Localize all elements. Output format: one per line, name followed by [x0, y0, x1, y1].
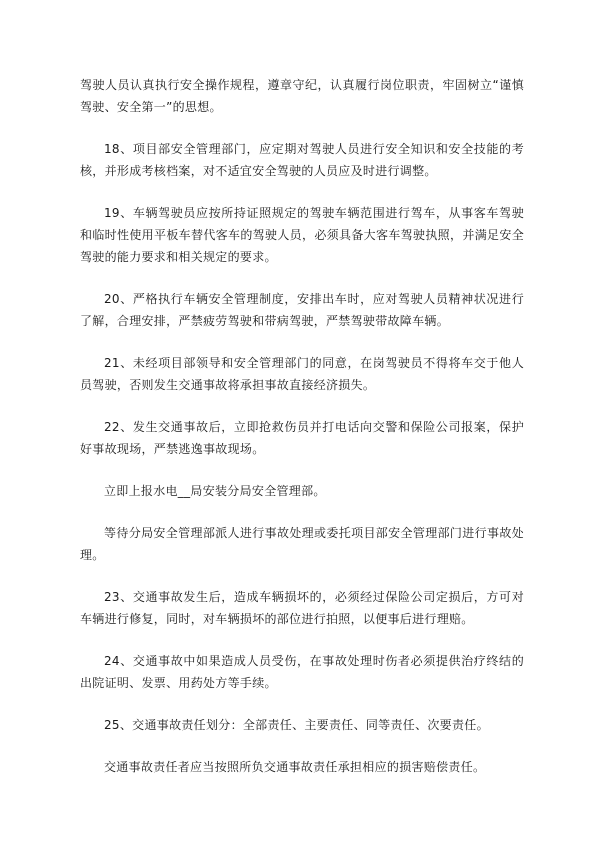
paragraph-item-20: 20、严格执行车辆安全管理制度，安排出车时，应对驾驶人员精神状况进行了解，合理安排，严禁疲劳驾驶和带病驾驶，严禁驾驶带故障车辆。 [80, 292, 524, 328]
paragraph-continuation: 驾驶人员认真执行安全操作规程，遵章守纪，认真履行岗位职责，牢固树立“谨慎驾驶、安全第一”的思想。 [80, 78, 524, 114]
paragraph-item-23: 23、交通事故发生后，造成车辆损坏的，必须经过保险公司定损后，方可对车辆进行修复，同时，对车辆损坏的部位进行拍照，以便事后进行理赔。 [80, 590, 524, 626]
document-body [80, 74, 524, 798]
paragraph-liability: 交通事故责任者应当按照所负交通事故责任承担相应的损害赔偿责任。 [104, 760, 486, 774]
paragraph-item-25: 25、交通事故责任划分：全部责任、主要责任、同等责任、次要责任。 [104, 718, 489, 732]
paragraph-item-18: 18、项目部安全管理部门，应定期对驾驶人员进行安全知识和安全技能的考核，并形成考核档案，对不适宜安全驾驶的人员应及时进行调整。 [80, 142, 524, 178]
paragraph-item-24: 24、交通事故中如果造成人员受伤，在事故处理时伤者必须提供治疗终结的出院证明、发票、用药处方等手续。 [80, 654, 524, 690]
paragraph-await-handling: 等待分局安全管理部派人进行事故处理或委托项目部安全管理部门进行事故处理。 [80, 526, 524, 562]
paragraph-item-19: 19、车辆驾驶员应按所持证照规定的驾驶车辆范围进行驾车，从事客车驾驶和临时性使用平板车替代客车的驾驶人员，必须具备大客车驾驶执照，并满足安全驾驶的能力要求和相关规定的要求。 [80, 206, 524, 264]
paragraph-item-21: 21、未经项目部领导和安全管理部门的同意，在岗驾驶员不得将车交于他人员驾驶，否则发生交通事故将承担事故直接经济损失。 [80, 356, 524, 392]
paragraph-report: 立即上报水电__局安装分局安全管理部。 [104, 484, 326, 498]
paragraph-item-22: 22、发生交通事故后，立即抢救伤员并打电话向交警和保险公司报案，保护好事故现场，严禁逃逸事故现场。 [80, 420, 524, 456]
